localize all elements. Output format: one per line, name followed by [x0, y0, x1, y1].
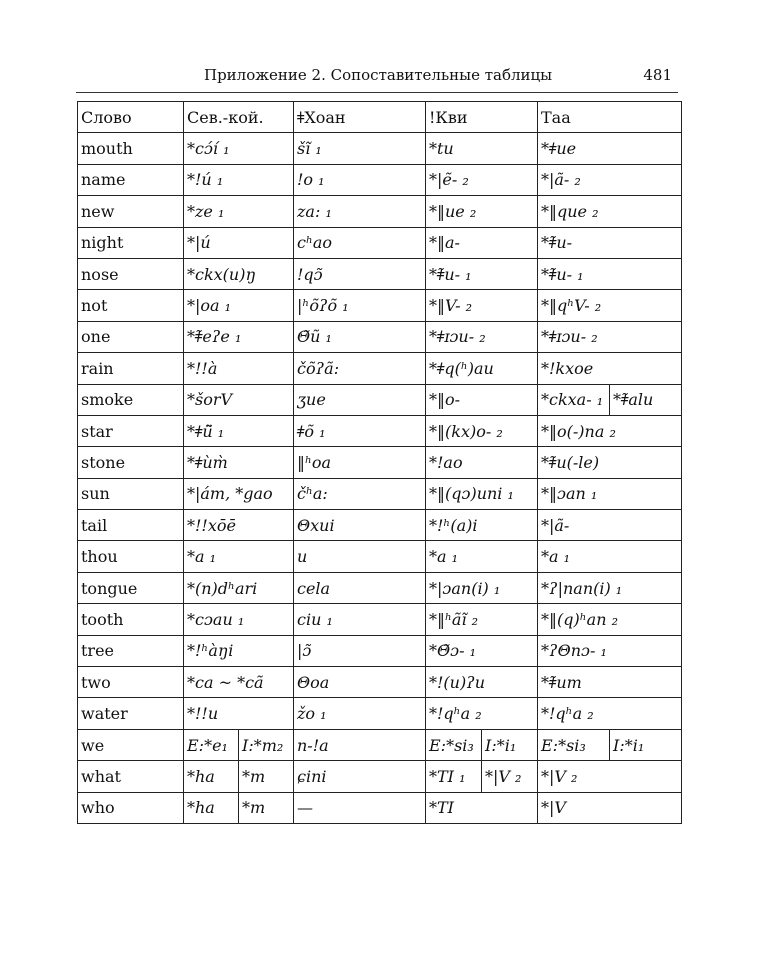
table-cell: |ɔ̃ — [294, 635, 426, 666]
table-cell: čõʔã: — [294, 353, 426, 384]
split-cell-container — [538, 385, 681, 415]
comparison-table — [77, 101, 682, 824]
table-cell: *|ã- — [538, 510, 682, 541]
table-cell: *!ú ₁ — [184, 164, 294, 195]
table-subcell: *TI ₁ — [429, 766, 466, 786]
table-cell: who — [78, 792, 184, 823]
table-cell: *‖(kx)o- ₂ — [426, 415, 538, 446]
column-header: Таа — [538, 102, 682, 133]
table-cell: *cɔ́í ₁ — [184, 133, 294, 164]
table-cell: *ǂq(ʰ)au — [426, 353, 538, 384]
table-cell: *šorV — [184, 384, 294, 415]
table-cell: *!ʰ(a)i — [426, 510, 538, 541]
table-cell: *ǂũ̃ ₁ — [184, 415, 294, 446]
table-cell: Θxui — [294, 510, 426, 541]
table-cell: not — [78, 290, 184, 321]
table-cell: star — [78, 415, 184, 446]
table-cell: tongue — [78, 572, 184, 603]
table-subcell: *ǂ̃alu — [609, 385, 681, 415]
table-cell: *ǂɪɔu- ₂ — [538, 321, 682, 352]
table-cell: smoke — [78, 384, 184, 415]
table-cell: *‖(q)ʰan ₂ — [538, 604, 682, 635]
table-header-row — [78, 102, 682, 133]
table-cell: *‖o(-)na ₂ — [538, 415, 682, 446]
table-cell: *ǂùm̀ — [184, 447, 294, 478]
table-cell-split — [184, 761, 294, 792]
table-subcell: E:*si₃ — [541, 735, 586, 755]
table-cell: *|ám, *gao — [184, 478, 294, 509]
table-cell: *cɔau ₁ — [184, 604, 294, 635]
table-row — [78, 133, 682, 164]
table-cell: *!kxoe — [538, 353, 682, 384]
table-cell: what — [78, 761, 184, 792]
table-cell: — — [294, 792, 426, 823]
split-cell-container — [426, 730, 537, 760]
table-cell: *ǂ̃u- ₁ — [426, 258, 538, 289]
table-cell: night — [78, 227, 184, 258]
table-cell: mouth — [78, 133, 184, 164]
table-row — [78, 698, 682, 729]
table-cell: *‖qʰV- ₂ — [538, 290, 682, 321]
table-row — [78, 447, 682, 478]
table-cell: *ǂ̃u(-le) — [538, 447, 682, 478]
table-cell: *(n)dʰari — [184, 572, 294, 603]
table-cell: tail — [78, 510, 184, 541]
table-cell: *ze ₁ — [184, 196, 294, 227]
table-subcell: *ckxa- ₁ — [541, 390, 604, 410]
table-cell: *a ₁ — [538, 541, 682, 572]
table-cell: one — [78, 321, 184, 352]
split-cell-container — [184, 730, 293, 760]
table-cell: water — [78, 698, 184, 729]
table-subcell: E:*si₃ — [429, 735, 474, 755]
table-cell: *‖que ₂ — [538, 196, 682, 227]
table-row — [78, 667, 682, 698]
table-cell: *!!xōē — [184, 510, 294, 541]
table-cell: *|V — [538, 792, 682, 823]
table-cell: thou — [78, 541, 184, 572]
table-cell: ʒue — [294, 384, 426, 415]
table-subcell: *|V ₂ — [481, 761, 537, 791]
table-cell: *a ₁ — [184, 541, 294, 572]
table-subcell: I:*i₁ — [609, 730, 681, 760]
page-header — [76, 66, 678, 93]
table-cell: name — [78, 164, 184, 195]
table-row — [78, 415, 682, 446]
split-cell-container — [426, 761, 537, 791]
table-cell: tree — [78, 635, 184, 666]
table-cell: *ǂ̃eʔe ₁ — [184, 321, 294, 352]
table-row — [78, 635, 682, 666]
table-cell-split — [538, 384, 682, 415]
split-cell-container — [184, 793, 293, 823]
table-cell: *‖V- ₂ — [426, 290, 538, 321]
table-cell-split — [538, 729, 682, 760]
table-cell: *ǂɪɔu- ₂ — [426, 321, 538, 352]
table-cell: *|oa ₁ — [184, 290, 294, 321]
table-subcell: I:*m₂ — [238, 730, 293, 760]
table-cell-split — [184, 729, 294, 760]
table-cell: *ckx(u)ŋ — [184, 258, 294, 289]
table-cell: *‖ɔan ₁ — [538, 478, 682, 509]
column-header: Слово — [78, 102, 184, 133]
table-cell: ciu ₁ — [294, 604, 426, 635]
table-cell: *‖a- — [426, 227, 538, 258]
table-row — [78, 384, 682, 415]
table-cell: n-!a — [294, 729, 426, 760]
column-header: ǂХоан — [294, 102, 426, 133]
table-cell: *ǂue — [538, 133, 682, 164]
table-cell: *!qʰa ₂ — [538, 698, 682, 729]
table-cell: Θ̃ũ ₁ — [294, 321, 426, 352]
table-cell: *ǂ̃um — [538, 667, 682, 698]
table-cell: *ʔ|nan(i) ₁ — [538, 572, 682, 603]
table-row — [78, 321, 682, 352]
table-cell: nose — [78, 258, 184, 289]
table-cell: ɕini — [294, 761, 426, 792]
table-subcell: *m — [238, 761, 293, 791]
table-cell: *tu — [426, 133, 538, 164]
table-row — [78, 478, 682, 509]
table-cell: *|ú — [184, 227, 294, 258]
table-cell-split — [184, 792, 294, 823]
table-subcell: E:*e₁ — [187, 735, 228, 755]
table-cell: |ʰõʔõ ₁ — [294, 290, 426, 321]
split-cell-container — [184, 761, 293, 791]
table-row — [78, 196, 682, 227]
table-cell-split — [426, 761, 538, 792]
table-cell: *‖(qɔ)uni ₁ — [426, 478, 538, 509]
table-subcell: *ha — [187, 766, 215, 786]
table-row — [78, 729, 682, 760]
table-row — [78, 541, 682, 572]
table-cell: *|V ₂ — [538, 761, 682, 792]
table-cell-split — [426, 729, 538, 760]
table-cell: *!(u)ʔu — [426, 667, 538, 698]
table-cell: two — [78, 667, 184, 698]
column-header: Сев.-кой. — [184, 102, 294, 133]
table-cell: *!!u — [184, 698, 294, 729]
running-title: Приложение 2. Сопоставительные таблицы — [204, 66, 553, 84]
table-cell: *!!à — [184, 353, 294, 384]
table-cell: čʰa: — [294, 478, 426, 509]
table-cell: žo ₁ — [294, 698, 426, 729]
table-row — [78, 164, 682, 195]
table-cell: *‖ue ₂ — [426, 196, 538, 227]
column-header: !Кви — [426, 102, 538, 133]
table-cell: tooth — [78, 604, 184, 635]
table-cell: za: ₁ — [294, 196, 426, 227]
table-cell: ǂõ ₁ — [294, 415, 426, 446]
table-body — [78, 102, 682, 824]
table-cell: *TI — [426, 792, 538, 823]
table-subcell: *ha — [187, 798, 215, 818]
table-subcell: I:*i₁ — [481, 730, 537, 760]
table-cell: sun — [78, 478, 184, 509]
table-cell: stone — [78, 447, 184, 478]
table-cell: šĩ ₁ — [294, 133, 426, 164]
table-cell: Θoa — [294, 667, 426, 698]
table-cell: cela — [294, 572, 426, 603]
table-row — [78, 572, 682, 603]
table-row — [78, 353, 682, 384]
split-cell-container — [538, 730, 681, 760]
table-cell: *ǂ̃u- ₁ — [538, 258, 682, 289]
table-cell: cʰao — [294, 227, 426, 258]
table-cell: *ǂ̃u- — [538, 227, 682, 258]
table-cell: *ʔΘnɔ- ₁ — [538, 635, 682, 666]
table-cell: we — [78, 729, 184, 760]
table-cell: *!ao — [426, 447, 538, 478]
table-cell: rain — [78, 353, 184, 384]
table-cell: *‖o- — [426, 384, 538, 415]
table-cell: ‖ʰoa — [294, 447, 426, 478]
table-cell: *|ɔan(i) ₁ — [426, 572, 538, 603]
table-subcell: *m — [238, 793, 293, 823]
table-cell: *!qʰa ₂ — [426, 698, 538, 729]
table-row — [78, 510, 682, 541]
table-row — [78, 258, 682, 289]
table-cell: !qɔ̃ — [294, 258, 426, 289]
table-cell: *a ₁ — [426, 541, 538, 572]
table-row — [78, 227, 682, 258]
table-cell: *‖ʰãĩ ₂ — [426, 604, 538, 635]
table-row — [78, 604, 682, 635]
table-cell: new — [78, 196, 184, 227]
table-row — [78, 290, 682, 321]
table-row — [78, 761, 682, 792]
table-cell: *|ã- ₂ — [538, 164, 682, 195]
table-row — [78, 792, 682, 823]
table-cell: u — [294, 541, 426, 572]
table-cell: *!ʰàŋi — [184, 635, 294, 666]
table-cell: *|ẽ- ₂ — [426, 164, 538, 195]
table-cell: *Θ̃ɔ- ₁ — [426, 635, 538, 666]
table-cell: !o ₁ — [294, 164, 426, 195]
table-cell: *ca ~ *cã — [184, 667, 294, 698]
page-number: 481 — [643, 66, 672, 84]
